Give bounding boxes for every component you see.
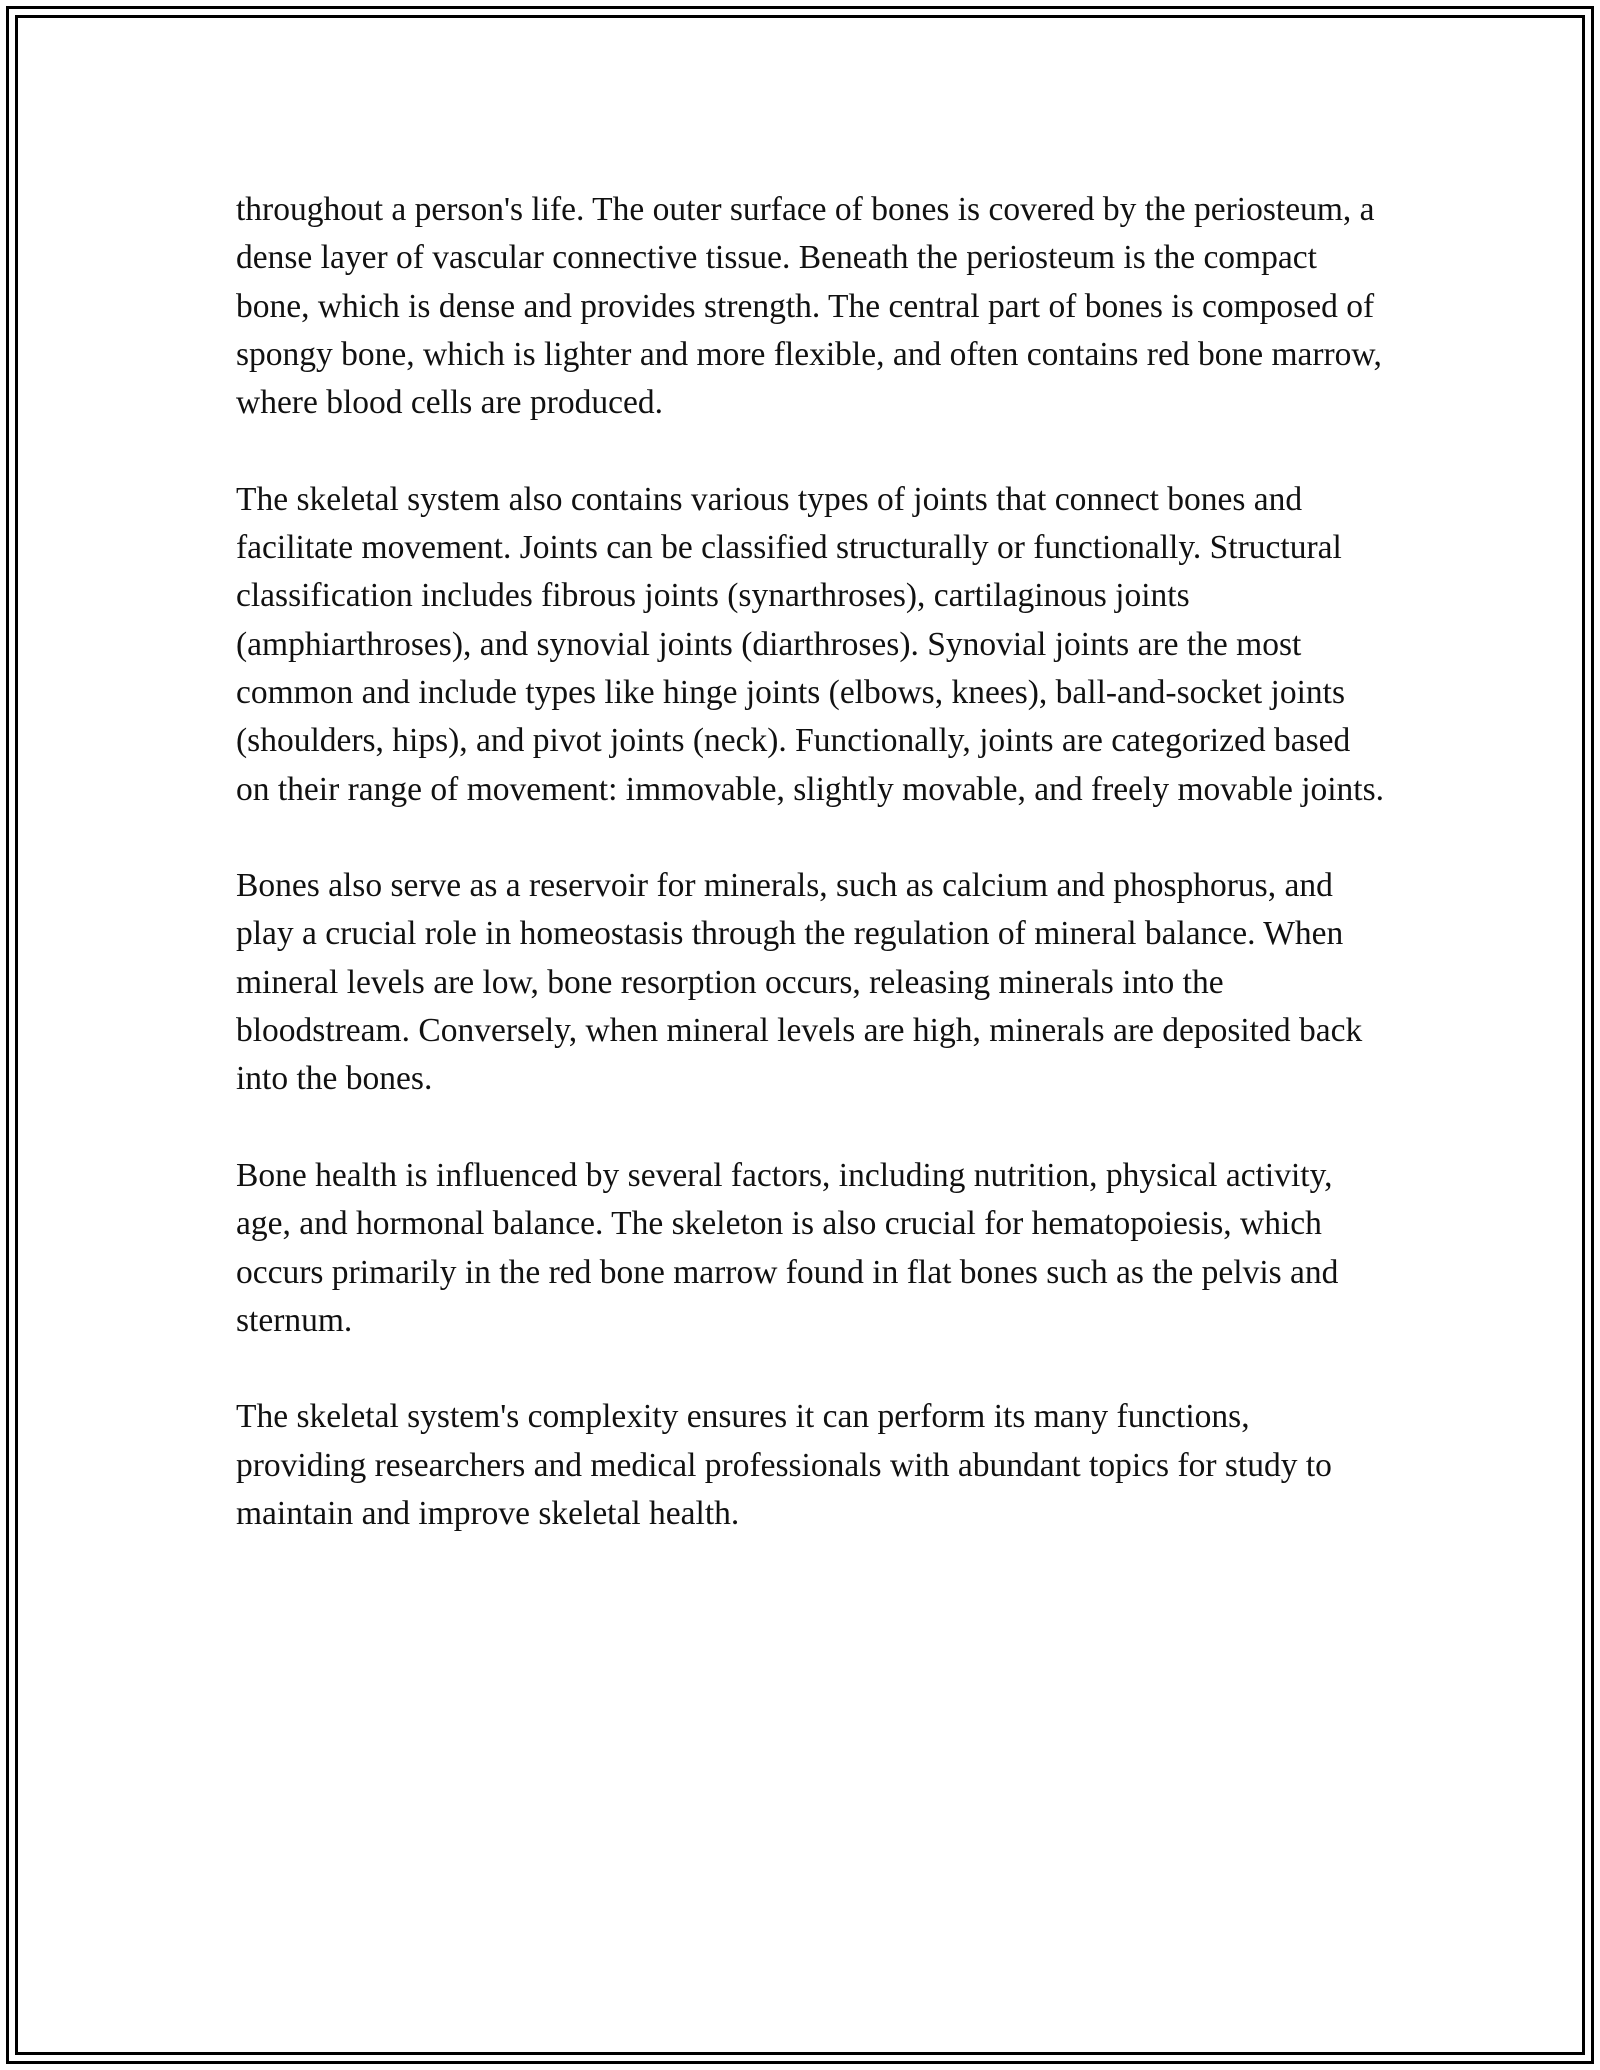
paragraph-minerals: Bones also serve as a reservoir for minerals, such as calcium and phosphorus, and play a crucial role in homeostasis through the regulation of mineral balance. When mineral levels are low, bone resorption occurs, releasing minerals into the bloodstream. Conversely, when mineral levels are high, minerals are deposited back into the bones. (236, 867, 1363, 1098)
paragraph-bone-structure: throughout a person's life. The outer surface of bones is covered by the periosteum, a dense layer of vascular connective tissue. Beneath the periosteum is the compact bone, which is dense and provides strength. The central part of bones is composed of spongy bone, which is lighter and more flexible, and often contains red bone marrow, where blood cells are produced. (236, 191, 1382, 422)
paragraph-bone-health: Bone health is influenced by several factors, including nutrition, physical activity, age, and hormonal balance. The skeleton is also crucial for hematopoiesis, which occurs primarily in the red bone marrow found in flat bones such as the pelvis and sternum. (236, 1156, 1339, 1339)
paragraph-conclusion: The skeletal system's complexity ensures it can perform its many functions, providing researchers and medical professionals with abundant topics for study to maintain and improve skeletal health. (236, 1398, 1332, 1533)
paragraph-joints: The skeletal system also contains various types of joints that connect bones and facilitate movement. Joints can be classified structurally or functionally. Structural classification includes fibrous joints (synarthroses), cartilaginous joints (amphiarthroses), and synovial joints (diarthroses). Synovial joints are the most common and include types like hinge joints (elbows, knees), ball-and-socket joints (shoulders, hips), and pivot joints (neck). Functionally, joints are categorized based on their range of movement: immovable, slightly movable, and freely movable joints. (236, 480, 1385, 808)
document-body (236, 186, 1386, 1587)
